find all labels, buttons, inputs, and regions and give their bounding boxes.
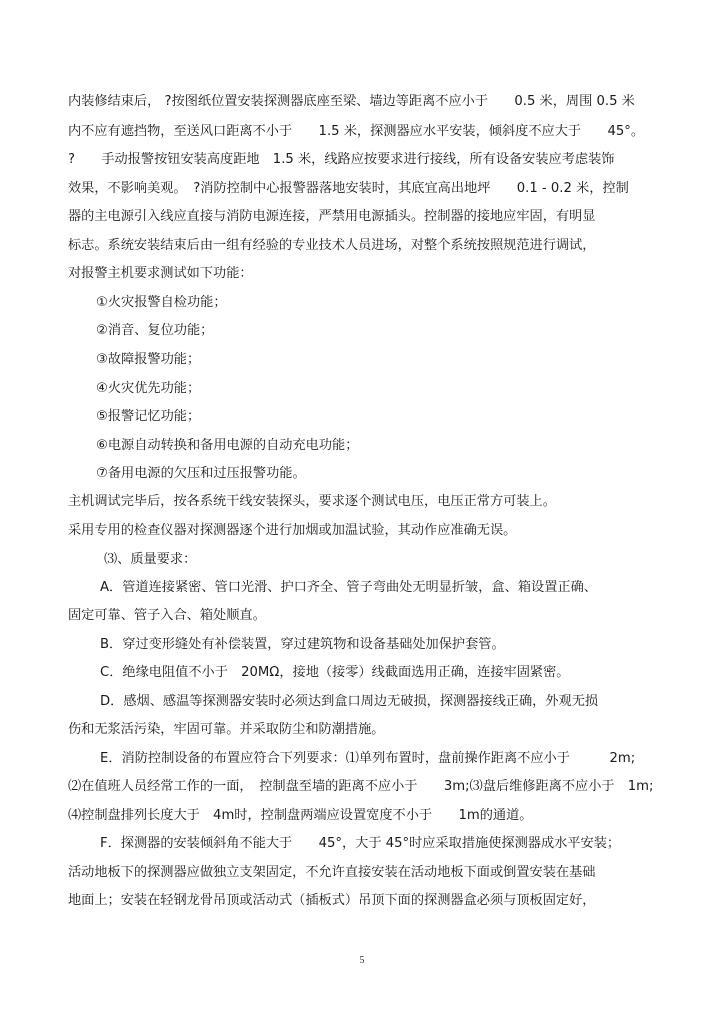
text-line-6: 标志。系统安装结束后由一组有经验的专业技术人员进场，对整个系统按照规范进行调试， — [68, 238, 596, 253]
section-heading: ⑶、质量要求： — [104, 552, 197, 567]
text-line-10: A．管道连接紧密、管口光滑、护口齐全、管子弯曲处无明显折皱，盒、箱设置正确、 — [100, 580, 597, 595]
text-line-19: F．探测器的安装倾斜角不能大于 45°，大于 45°时应采取措施使探测器成水平安装； — [100, 836, 621, 851]
text-line-15: 伤和无浆活污染，牢固可靠。并采取防尘和防潮措施。 — [68, 722, 385, 737]
text-line-11: 固定可靠、管子入合、箱处顺直。 — [68, 608, 266, 623]
list-item-4: ④火灾优先功能； — [96, 381, 201, 396]
text-line-13: C．绝缘电阻值不小于 20MΩ，接地（接零）线截面选用正确，连接牢固紧密。 — [100, 665, 570, 680]
list-item-6: ⑥电源自动转换和备用电源的自动充电功能； — [96, 438, 359, 453]
list-item-5: ⑤报警记忆功能； — [96, 409, 201, 424]
list-item-1: ①火灾报警自检功能； — [96, 295, 227, 310]
text-line-4: 效果，不影响美观。 ?消防控制中心报警器落地安装时，其底宜高出地坪 0.1 - 0.2 米，控制 — [68, 181, 629, 196]
text-line-16: E．消防控制设备的布置应符合下列要求：⑴单列布置时，盘前操作距离不应小于 2m; — [100, 751, 636, 766]
text-line-14: D．感烟、感温等探测器安装时必须达到盒口周边无破损，探测器接线正确，外观无损 — [100, 694, 599, 709]
text-line-21: 地面上；安装在轻钢龙骨吊顶或活动式（插板式）吊顶下面的探测器盒必须与顶板固定好， — [68, 893, 596, 908]
text-line-9: 采用专用的检查仪器对探测器逐个进行加烟或加温试验，其动作应准确无误。 — [68, 523, 517, 538]
text-line-20: 活动地板下的探测器应做独立支架固定，不允许直接安装在活动地板下面或倒置安装在基础 — [68, 865, 596, 880]
list-item-2: ②消音、复位功能； — [96, 323, 214, 338]
list-item-7: ⑦备用电源的欠压和过压报警功能。 — [96, 466, 306, 481]
text-line-7: 对报警主机要求测试如下功能： — [68, 266, 253, 281]
text-line-1: 内装修结束后， ?按图纸位置安装探测器底座至梁、墙边等距离不应小于 0.5 米，周围 0.5 米 — [68, 94, 635, 109]
text-line-17: ⑵在值班人员经常工作的一面， 控制盘至墙的距离不应小于 3m;⑶盘后维修距离不应小于 1m; — [68, 779, 654, 794]
page-number: 5 — [359, 955, 365, 966]
text-line-2: 内不应有遮挡物，至送风口距离不小于 1.5 米，探测器应水平安装，倾斜度不应大于 45°。 — [68, 124, 645, 139]
list-item-3: ③故障报警功能； — [96, 352, 201, 367]
text-line-12: B．穿过变形缝处有补偿装置，穿过建筑物和设备基础处加保护套管。 — [100, 637, 505, 652]
text-line-5: 器的主电源引入线应直接与消防电源连接，严禁用电源插头。控制器的接地应牢固，有明显 — [68, 209, 596, 224]
text-line-18: ⑷控制盘排列长度大于 4m时，控制盘两端应设置宽度不小于 1m的通道。 — [68, 808, 533, 823]
text-line-3: ? 手动报警按钮安装高度距地 1.5 米，线路应按要求进行接线，所有设备安装应考虑装饰 — [68, 152, 615, 167]
text-line-8: 主机调试完毕后，按各系统干线安装探头，要求逐个测试电压，电压正常方可装上。 — [68, 494, 556, 509]
